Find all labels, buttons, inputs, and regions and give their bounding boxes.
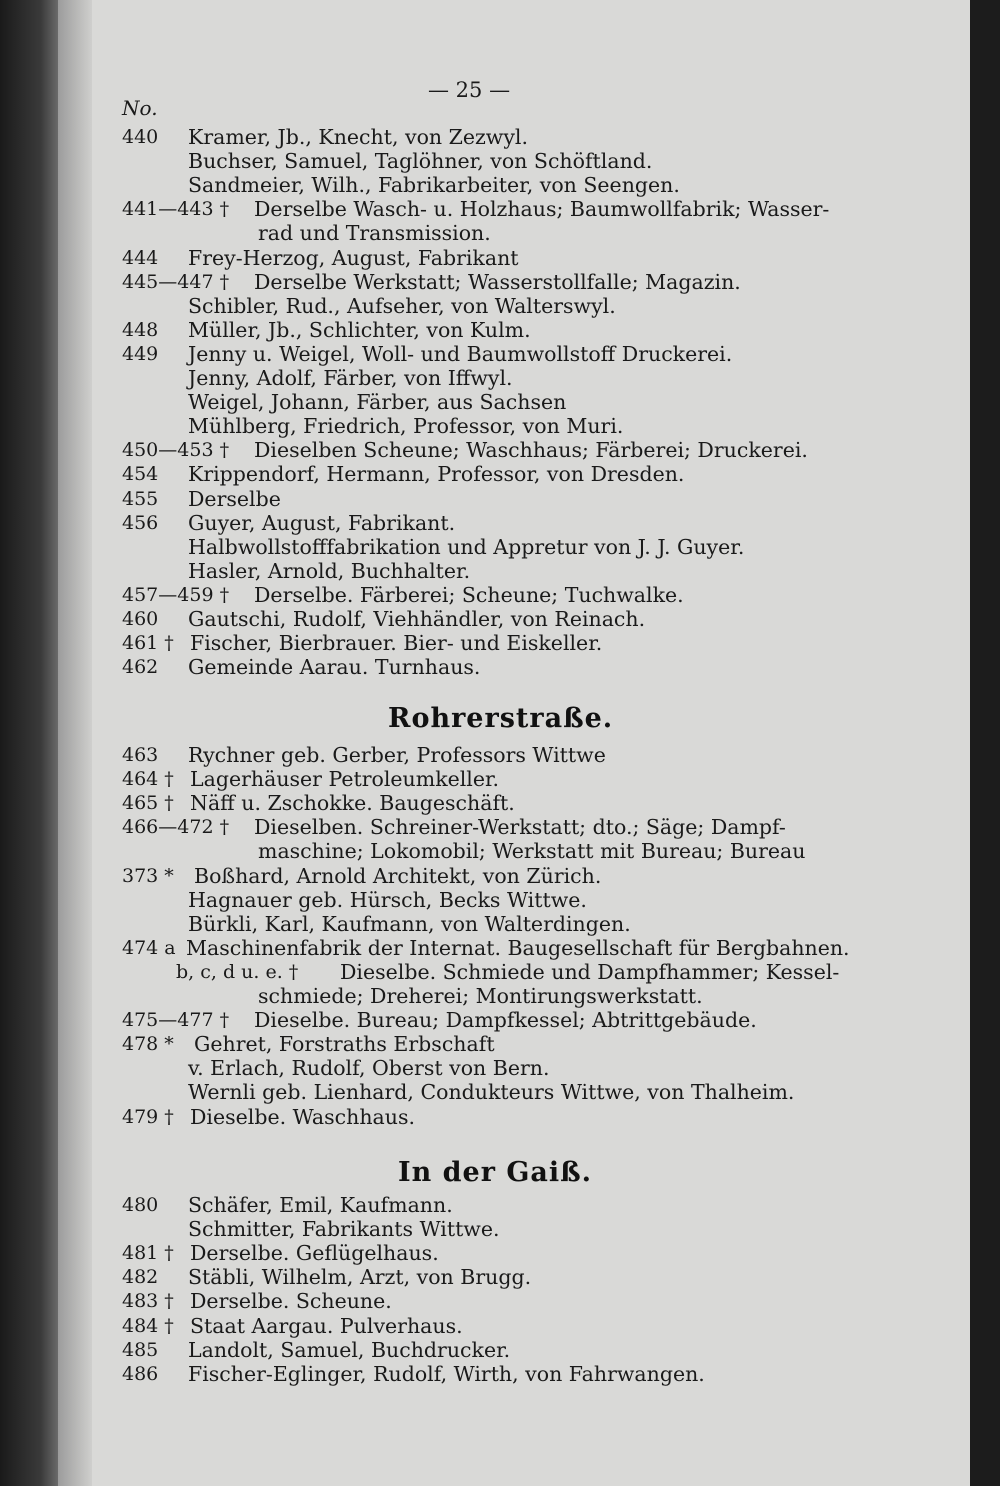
entry-text: Müller, Jb., Schlichter, von Kulm. — [188, 317, 531, 342]
entry-text: v. Erlach, Rudolf, Oberst von Bern. — [188, 1056, 550, 1081]
entry-number: 455 — [122, 487, 159, 510]
entry-number: b, c, d u. e. † — [176, 960, 299, 983]
entry-text: Derselbe Werkstatt; Wasserstollfalle; Magazin. — [254, 269, 741, 294]
entry-text: Derselbe. Geflügelhaus. — [190, 1241, 439, 1266]
entry-text: Mühlberg, Friedrich, Professor, von Muri. — [188, 414, 624, 439]
entry-text: Wernli geb. Lienhard, Condukteurs Wittwe, von Thalheim. — [188, 1080, 795, 1105]
entry-text: Gemeinde Aarau. Turnhaus. — [188, 655, 481, 680]
book-left-edge — [0, 0, 58, 1486]
entry-text: Hasler, Arnold, Buchhalter. — [188, 558, 471, 583]
entry-number: 485 — [122, 1338, 159, 1361]
entry-text: Dieselbe. Waschhaus. — [190, 1104, 415, 1129]
entry-number: 448 — [122, 318, 159, 341]
entry-number: 445—447 † — [122, 270, 230, 293]
entry-text: Frey-Herzog, August, Fabrikant — [188, 245, 519, 270]
entry-number: 454 — [122, 463, 159, 486]
entry-text: Jenny u. Weigel, Woll- und Baumwollstoff Druckerei. — [188, 341, 733, 366]
entry-number: 444 — [122, 246, 159, 269]
entry-text: Derselbe — [188, 486, 281, 511]
entry-text: Schibler, Rud., Aufseher, von Walterswyl. — [188, 293, 616, 318]
entry-text: Weigel, Johann, Färber, aus Sachsen — [188, 390, 567, 415]
entry-text: Näff u. Zschokke. Baugeschäft. — [190, 791, 515, 816]
entry-number: 456 — [122, 511, 159, 534]
page-spine-shadow — [58, 0, 92, 1486]
entry-text: Buchser, Samuel, Taglöhner, von Schöftland. — [188, 149, 653, 174]
entry-text: rad und Transmission. — [258, 221, 491, 246]
document-page — [58, 0, 970, 1486]
section-heading-rohrerstrasse: Rohrerstraße. — [388, 703, 614, 734]
entry-number: 480 — [122, 1194, 159, 1216]
entry-number: 466—472 † — [122, 816, 230, 839]
entry-number: 483 † — [122, 1290, 174, 1313]
entry-number: 460 — [122, 608, 159, 630]
entry-text: Fischer-Eglinger, Rudolf, Wirth, von Fahrwangen. — [188, 1361, 705, 1386]
entry-number: 457—459 † — [122, 583, 230, 606]
entry-text: Derselbe. Färberei; Scheune; Tuchwalke. — [254, 582, 684, 607]
entry-number: 464 † — [122, 768, 174, 791]
entry-text: Gautschi, Rudolf, Viehhändler, von Reinach. — [188, 607, 646, 631]
entry-text: Guyer, August, Fabrikant. — [188, 510, 456, 535]
entry-text: Lagerhäuser Petroleumkeller. — [190, 767, 500, 792]
entry-text: Staat Aargau. Pulverhaus. — [190, 1313, 463, 1338]
entry-text: Derselbe. Scheune. — [190, 1289, 392, 1314]
entry-number: 482 — [122, 1266, 159, 1289]
entry-text: Bürkli, Karl, Kaufmann, von Walterdingen. — [188, 911, 631, 936]
entry-number: 450—453 † — [122, 439, 230, 462]
entry-number: 449 — [122, 342, 159, 365]
entry-number: 440 — [122, 126, 159, 148]
page-number: — 25 — — [428, 78, 511, 102]
entry-text: Fischer, Bierbrauer. Bier- und Eiskeller. — [190, 631, 603, 656]
entry-text: Schäfer, Emil, Kaufmann. — [188, 1193, 453, 1217]
entry-text: maschine; Lokomobil; Werkstatt mit Bureau; Bureau — [258, 839, 806, 864]
entry-number: 441—443 † — [122, 198, 230, 221]
entry-text: Maschinenfabrik der Internat. Baugesellschaft für Bergbahnen. — [186, 935, 850, 960]
entry-number: 475—477 † — [122, 1009, 230, 1032]
entry-text: Dieselben. Schreiner-Werkstatt; dto.; Säge; Dampf- — [254, 815, 786, 840]
column-label-no: No. — [122, 96, 158, 120]
entry-text: Dieselbe. Bureau; Dampfkessel; Abtrittgebäude. — [254, 1008, 757, 1033]
entry-text: Boßhard, Arnold Architekt, von Zürich. — [194, 863, 602, 888]
entry-text: Hagnauer geb. Hürsch, Becks Wittwe. — [188, 887, 587, 912]
entry-number: 462 — [122, 656, 159, 679]
entry-text: Dieselben Scheune; Waschhaus; Färberei; Druckerei. — [254, 438, 808, 463]
book-right-edge — [970, 0, 1000, 1486]
entry-text: Halbwollstofffabrikation und Appretur von J. J. Guyer. — [188, 534, 745, 559]
entry-text: Krippendorf, Hermann, Professor, von Dresden. — [188, 462, 685, 487]
entry-number: 463 — [122, 744, 159, 766]
entry-text: Schmitter, Fabrikants Wittwe. — [188, 1217, 500, 1242]
entry-number: 481 † — [122, 1242, 174, 1265]
entry-text: Landolt, Samuel, Buchdrucker. — [188, 1337, 511, 1362]
entry-text: schmiede; Dreherei; Montirungswerkstatt. — [258, 984, 703, 1008]
entry-text: Rychner geb. Gerber, Professors Wittwe — [188, 743, 606, 767]
entry-text: Sandmeier, Wilh., Fabrikarbeiter, von Seengen. — [188, 173, 680, 198]
entry-text: Gehret, Forstraths Erbschaft — [194, 1032, 495, 1057]
entry-number: 474 a — [122, 936, 176, 959]
entry-number: 465 † — [122, 792, 174, 815]
entry-text: Derselbe Wasch- u. Holzhaus; Baumwollfabrik; Wasser- — [254, 197, 830, 222]
section-heading-in-der-gaiss: In der Gaiß. — [398, 1157, 593, 1188]
entry-text: Kramer, Jb., Knecht, von Zezwyl. — [188, 125, 529, 149]
entry-number: 478 * — [122, 1033, 174, 1056]
entry-text: Stäbli, Wilhelm, Arzt, von Brugg. — [188, 1265, 532, 1290]
entry-text: Jenny, Adolf, Färber, von Iffwyl. — [188, 366, 513, 390]
entry-number: 484 † — [122, 1314, 174, 1337]
entry-number: 486 — [122, 1362, 159, 1385]
entry-number: 479 † — [122, 1105, 174, 1128]
entry-number: 461 † — [122, 632, 174, 655]
entry-number: 373 * — [122, 864, 174, 887]
entry-text: Dieselbe. Schmiede und Dampfhammer; Kessel- — [340, 959, 840, 984]
